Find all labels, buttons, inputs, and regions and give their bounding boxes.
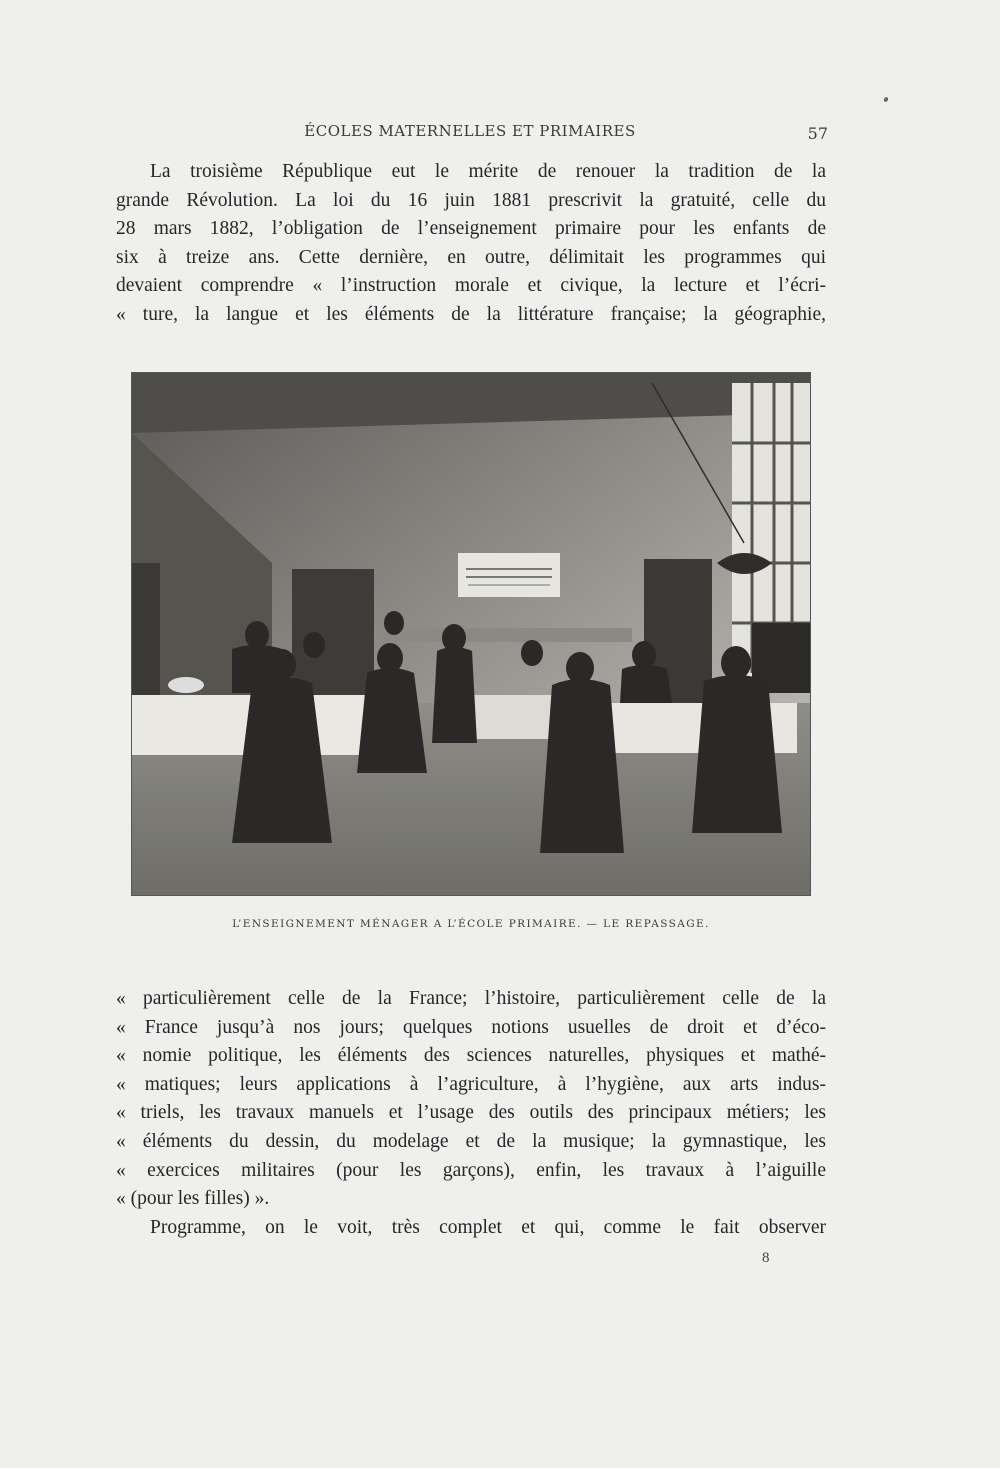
running-header bbox=[116, 122, 828, 146]
signature-mark: 8 bbox=[762, 1250, 770, 1266]
ink-speck bbox=[883, 96, 889, 102]
text-line: « éléments du dessin, du modelage et de la musique; la gymnastique, les bbox=[116, 1130, 826, 1152]
text-line: grande Révolution. La loi du 16 juin 1881 prescrivit la gratuité, celle du bbox=[116, 189, 826, 211]
text-line: La troisième République eut le mérite de renouer la tradition de la bbox=[150, 161, 826, 182]
text-line: 28 mars 1882, l’obligation de l’enseignement primaire pour les enfants de bbox=[116, 218, 826, 240]
text-line: Programme, on le voit, très complet et qui, comme le fait observer bbox=[150, 1216, 826, 1238]
text-line: « (pour les filles) ». bbox=[116, 1188, 270, 1210]
text-line: devaient comprendre « l’instruction morale et civique, la lecture et l’écri- bbox=[116, 275, 826, 297]
top-paragraph bbox=[116, 158, 826, 330]
text-line: « France jusqu’à nos jours; quelques notions usuelles de droit et d’éco- bbox=[116, 1016, 826, 1038]
running-title: ÉCOLES MATERNELLES ET PRIMAIRES bbox=[304, 122, 636, 140]
page-number: 57 bbox=[807, 124, 828, 143]
classroom-photo bbox=[131, 372, 811, 896]
text-line: six à treize ans. Cette dernière, en outre, délimitait les programmes qui bbox=[116, 246, 826, 268]
figure-caption: L’ENSEIGNEMENT MÉNAGER A L’ÉCOLE PRIMAIRE. — LE REPASSAGE. bbox=[232, 918, 710, 930]
text-line: « matiques; leurs applications à l’agriculture, à l’hygiène, aux arts indus- bbox=[116, 1073, 826, 1095]
bottom-paragraph bbox=[116, 985, 826, 1242]
classroom-photo-illustration bbox=[132, 373, 810, 895]
text-line: « ture, la langue et les éléments de la littérature française; la géographie, bbox=[116, 303, 826, 325]
text-line: « triels, les travaux manuels et l’usage des outils des principaux métiers; les bbox=[116, 1102, 826, 1124]
text-line: « particulièrement celle de la France; l’histoire, particulièrement celle de la bbox=[116, 988, 826, 1009]
text-line: « exercices militaires (pour les garçons), enfin, les travaux à l’aiguille bbox=[116, 1159, 826, 1181]
text-line: « nomie politique, les éléments des sciences naturelles, physiques et mathé- bbox=[116, 1045, 826, 1067]
